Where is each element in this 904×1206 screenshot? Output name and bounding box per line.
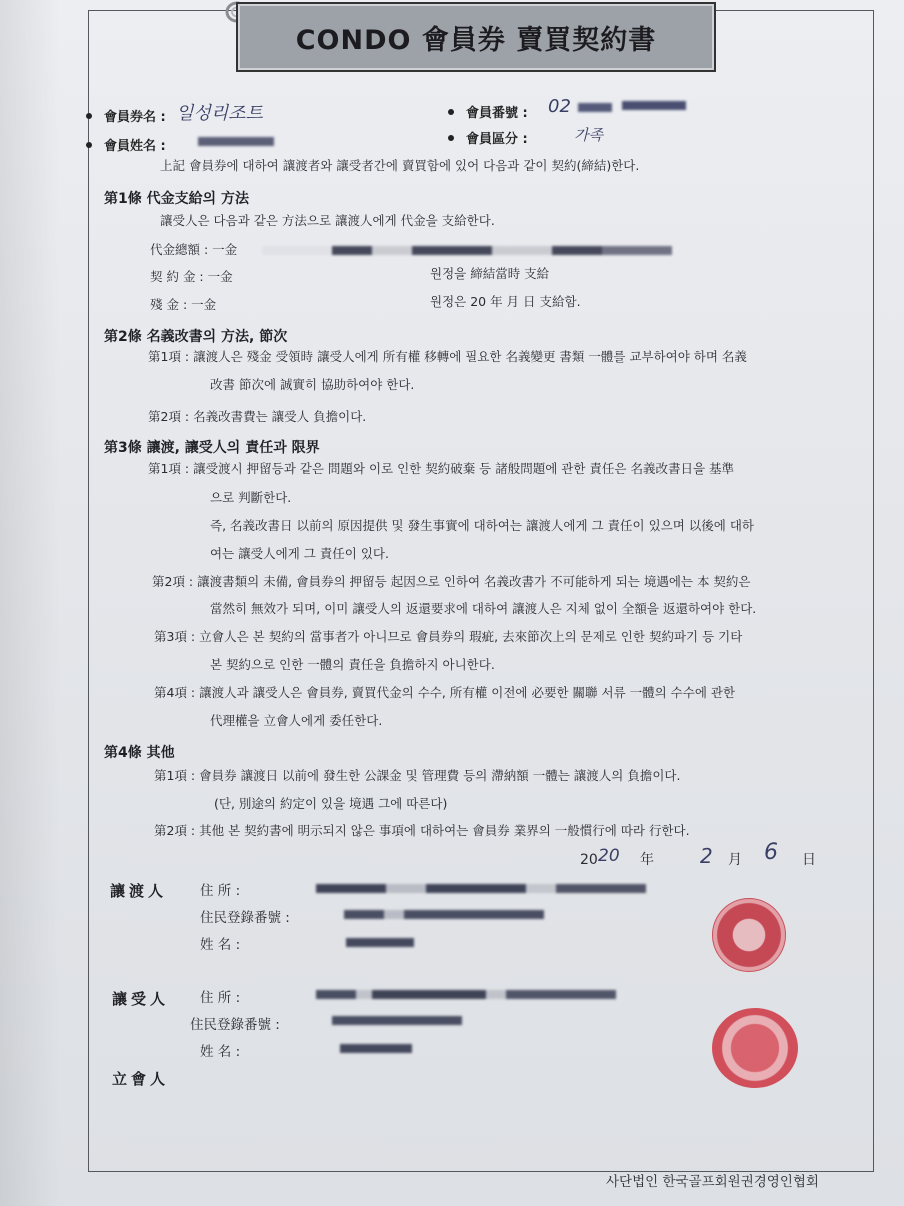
article4-item2: 第2項 : 其他 본 契約書에 明示되지 않은 事項에 대하여는 會員券 業界의 一般慣行에 따라 行한다.	[154, 823, 690, 838]
membership-name-label: 會員券名 :	[104, 110, 166, 125]
transferee-address-label: 住 所 :	[200, 990, 241, 1006]
total-amount-label: 代金總額 : 一金	[150, 242, 238, 257]
transferee-seal-stamp	[712, 1008, 798, 1088]
witness-label: 立會人	[112, 1070, 170, 1088]
article3-item1-line1: 第1項 : 讓受渡시 押留등과 같은 問題와 이로 인한 契約破棄 등 諸般問題에 관한 責任은 名義改書日을 基準	[148, 461, 734, 476]
transferor-seal-stamp	[712, 898, 786, 972]
member-name-label: 會員姓名 :	[104, 139, 166, 154]
footer-association-name: 사단법인 한국골프회원권경영인협회	[606, 1174, 819, 1190]
membership-name-value: 일성리조트	[176, 103, 263, 124]
page-shadow	[0, 0, 60, 1206]
date-day-handwritten: 6	[764, 840, 778, 865]
article2-item1-line1: 第1項 : 讓渡人은 殘金 受領時 讓受人에게 所有權 移轉에 필요한 名義變更 書類 一體를 교부하여야 하며 名義	[148, 349, 747, 364]
redacted-transferor-rrn	[344, 910, 544, 919]
redacted-transferee-name	[340, 1044, 412, 1053]
bullet-icon	[448, 109, 454, 115]
transferor-rrn-label: 住民登錄番號 :	[200, 910, 290, 926]
membership-number-value: 02	[548, 96, 571, 117]
article2-item1-line2: 改書 節次에 誠實히 協助하여야 한다.	[210, 377, 415, 392]
article1-heading: 第1條 代金支給의 方法	[104, 191, 250, 207]
date-month-label: 月	[728, 852, 742, 868]
date-month-handwritten: 2	[700, 844, 713, 868]
redacted-transferee-address	[316, 990, 616, 999]
transferee-label: 讓受人	[112, 990, 170, 1008]
bullet-icon	[86, 142, 92, 148]
balance-note: 원정은 20 年 月 日 支給함.	[430, 294, 581, 309]
redacted-number	[622, 101, 686, 110]
article2-heading: 第2條 名義改書의 方法, 節次	[104, 329, 288, 345]
article3-item1-line3: 즉, 名義改書日 以前의 原因提供 및 發生事實에 대하여는 讓渡人에게 그 責任이 있으며 以後에 대하	[210, 518, 755, 533]
date-year-label: 年	[640, 852, 654, 868]
article2-item2: 第2項 : 名義改書費는 讓受人 負擔이다.	[148, 409, 367, 424]
transferor-address-label: 住 所 :	[200, 883, 241, 899]
article3-item4-line1: 第4項 : 讓渡人과 讓受人은 會員券, 賣買代金의 수수, 所有權 이전에 必要한 關聯 서류 一體의 수수에 관한	[154, 685, 736, 700]
transferor-name-label: 姓 名 :	[200, 937, 241, 953]
article3-item4-line2: 代理權을 立會人에게 委任한다.	[210, 713, 383, 728]
transferee-name-label: 姓 名 :	[200, 1044, 241, 1060]
bullet-icon	[448, 135, 454, 141]
article1-intro: 讓受人은 다음과 같은 方法으로 讓渡人에게 代金을 支給한다.	[160, 213, 495, 228]
bullet-icon	[86, 113, 92, 119]
document-title: CONDO 會員券 賣買契約書	[295, 24, 657, 56]
article4-item1-line1: 第1項 : 會員券 讓渡日 以前에 發生한 公課金 및 管理費 등의 滯納額 一體는 讓渡人의 負擔이다.	[154, 768, 681, 783]
redacted-member-name	[198, 137, 274, 146]
deposit-label: 契 約 金 : 一金	[150, 269, 233, 284]
document-title-box	[236, 2, 716, 72]
article3-item3-line2: 본 契約으로 인한 一體의 責任을 負擔하지 아니한다.	[210, 657, 495, 672]
redacted-number	[578, 103, 612, 112]
redacted-total-amount	[262, 246, 672, 255]
transferor-label: 讓渡人	[110, 882, 168, 900]
member-type-value: 가족	[574, 126, 603, 144]
member-type-label: 會員區分 :	[466, 132, 528, 147]
article3-item2-line2: 當然히 無效가 되며, 이미 讓受人의 返還要求에 대하여 讓渡人은 지체 없이 全額을 返還하여야 한다.	[210, 601, 757, 616]
date-day-label: 日	[802, 852, 816, 868]
balance-label: 殘 金 : 一金	[150, 297, 217, 312]
redacted-transferor-address	[316, 884, 646, 893]
redacted-transferee-rrn	[332, 1016, 462, 1025]
article4-heading: 第4條 其他	[104, 745, 175, 761]
date-year-prefix: 20	[580, 852, 598, 868]
intro-text: 上記 會員券에 대하여 讓渡者와 讓受者간에 賣買함에 있어 다음과 같이 契約(締結)한다.	[160, 158, 640, 173]
article3-heading: 第3條 讓渡, 讓受人의 責任과 限界	[104, 440, 320, 456]
article4-item1-line2: (단, 別途의 約定이 있을 境遇 그에 따른다)	[214, 796, 448, 811]
article3-item2-line1: 第2項 : 讓渡書類의 未備, 會員券의 押留등 起因으로 인하여 名義改書가 不可能하게 되는 境遇에는 本 契約은	[152, 574, 751, 589]
article3-item3-line1: 第3項 : 立會人은 본 契約의 當事者가 아니므로 會員券의 瑕疵, 去來節次上의 문제로 인한 契約파기 등 기타	[154, 629, 743, 644]
article3-item1-line4: 여는 讓受人에게 그 責任이 있다.	[210, 546, 389, 561]
transferee-rrn-label: 住民登錄番號 :	[190, 1017, 280, 1033]
redacted-transferor-name	[346, 938, 414, 947]
membership-number-label: 會員番號 :	[466, 106, 528, 121]
date-year-handwritten: 20	[598, 846, 620, 866]
deposit-note: 원정을 締結當時 支給	[430, 266, 550, 281]
article3-item1-line2: 으로 判斷한다.	[210, 490, 292, 505]
